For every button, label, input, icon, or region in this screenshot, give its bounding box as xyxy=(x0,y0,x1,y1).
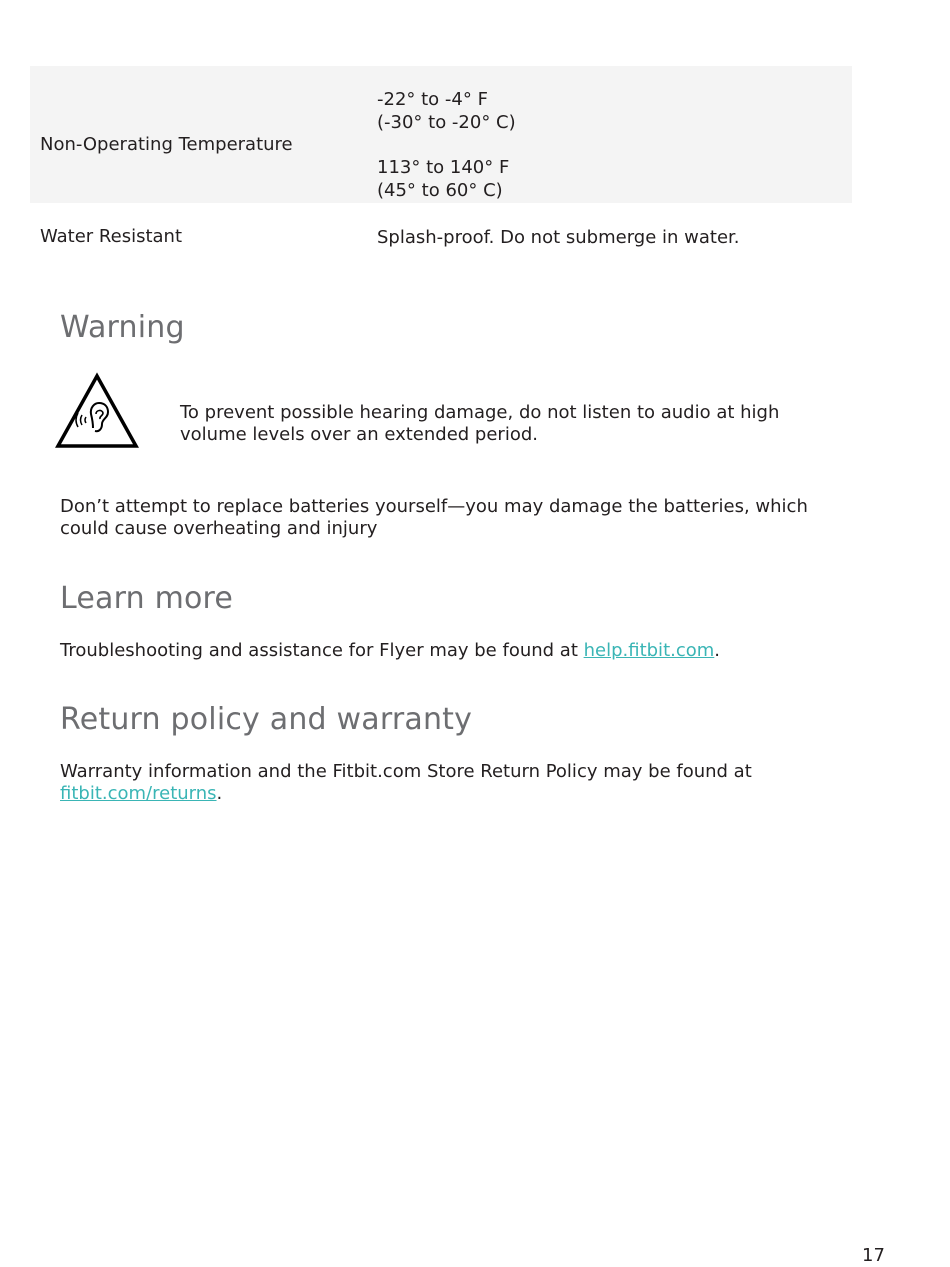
help-fitbit-link[interactable]: help.fitbit.com xyxy=(583,640,715,661)
return-policy-text-after: . xyxy=(216,783,223,804)
page-number: 17 xyxy=(862,1245,885,1266)
fitbit-returns-link[interactable]: fitbit.com/returns xyxy=(60,783,217,804)
spec-value-line: -22° to -4° F xyxy=(377,89,488,110)
spec-value-line: 113° to 140° F xyxy=(377,157,510,178)
table-row-water-resistant xyxy=(30,203,852,271)
spec-value: Splash-proof. Do not submerge in water. xyxy=(377,227,740,248)
spec-value-line: (-30° to -20° C) xyxy=(377,112,516,133)
battery-warning-text: Don’t attempt to replace batteries yourself—you may damage the batteries, which could cause overheating and injury xyxy=(60,496,808,539)
return-policy-text xyxy=(60,761,850,805)
specifications-table xyxy=(30,66,852,271)
spec-label: Water Resistant xyxy=(40,226,183,247)
learn-more-text-before: Troubleshooting and assistance for Flyer may be found at xyxy=(60,640,584,661)
return-policy-text-before: Warranty information and the Fitbit.com Store Return Policy may be found at xyxy=(60,761,752,782)
return-policy-heading: Return policy and warranty xyxy=(60,702,473,737)
learn-more-text xyxy=(60,640,880,662)
hearing-damage-warning-icon xyxy=(55,372,139,450)
spec-value-fahrenheit-celsius-low xyxy=(377,88,516,134)
table-row-non-operating-temperature xyxy=(30,66,852,203)
learn-more-heading: Learn more xyxy=(60,581,234,616)
warning-heading: Warning xyxy=(60,310,185,345)
hearing-warning-text: To prevent possible hearing damage, do not listen to audio at high volume levels over an extended period. xyxy=(180,402,780,445)
spec-label: Non-Operating Temperature xyxy=(40,134,293,155)
spec-value-line: (45° to 60° C) xyxy=(377,180,503,201)
learn-more-text-after: . xyxy=(714,640,721,661)
spec-value-fahrenheit-celsius-high xyxy=(377,156,509,202)
